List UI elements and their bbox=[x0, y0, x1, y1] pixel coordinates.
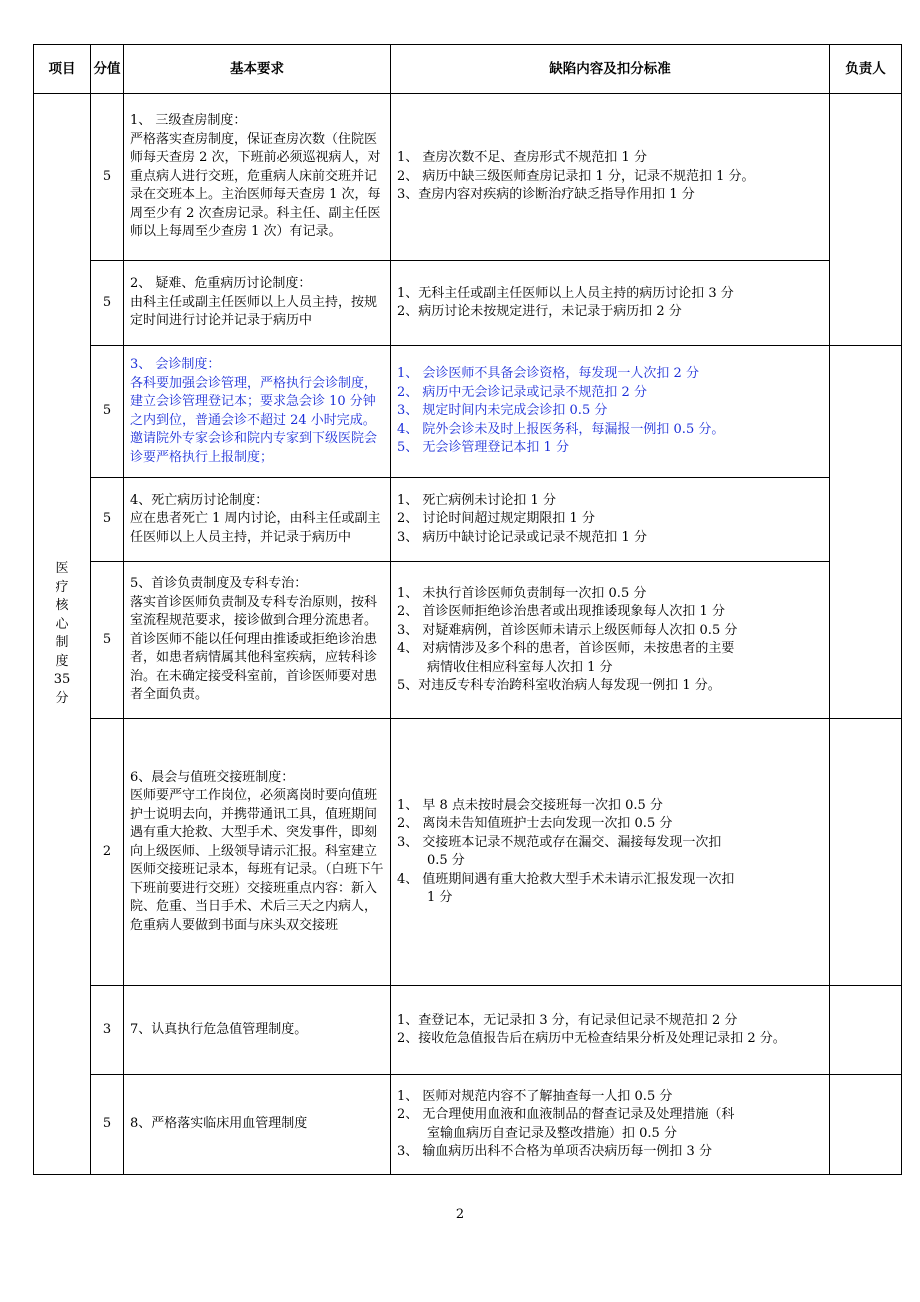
header-owner: 负责人 bbox=[830, 45, 902, 94]
deduction-cell bbox=[391, 986, 830, 1075]
deduction-item: 4、 院外会诊未及时上报医务科，每漏报一例扣 0.5 分。 bbox=[397, 421, 725, 437]
deduction-cell bbox=[391, 478, 830, 562]
category-char: 疗 bbox=[55, 579, 69, 595]
deduction-item: 1、 死亡病例未讨论扣 1 分 bbox=[397, 492, 556, 508]
deduction-item: 1、 查房次数不足、查房形式不规范扣 1 分 bbox=[397, 150, 647, 166]
deduction-item: 1、 早 8 点未按时晨会交接班每一次扣 0.5 分 bbox=[397, 797, 663, 813]
deduction-item: 3、 输血病历出科不合格为单项否决病历每一例扣 3 分 bbox=[397, 1144, 712, 1159]
requirement-title: 6、晨会与值班交接班制度： bbox=[130, 769, 295, 785]
table-row bbox=[34, 562, 902, 719]
owner-cell bbox=[830, 719, 902, 986]
table-row bbox=[34, 1075, 902, 1175]
requirement-title: 3、 会诊制度： bbox=[130, 357, 221, 372]
requirement-cell bbox=[124, 346, 391, 478]
owner-cell bbox=[830, 346, 902, 719]
table-row bbox=[34, 261, 902, 346]
requirement-text: 各科要加强会诊管理，严格执行会诊制度，建立会诊管理登记本；要求急会诊 10 分钟之内到位，普通会诊不超过 24 小时完成。邀请院外专家会诊和院内专家到下级医院会诊要严格执行上报制度； bbox=[130, 375, 378, 465]
category-char: 制 bbox=[55, 635, 69, 650]
score-cell: 5 bbox=[91, 562, 124, 719]
requirement-cell bbox=[124, 478, 391, 562]
score-cell: 5 bbox=[91, 1075, 124, 1175]
deduction-item: 2、 讨论时间超过规定期限扣 1 分 bbox=[397, 511, 595, 527]
deduction-item: 4、 值班期间遇有重大抢救大型手术未请示汇报发现一次扣 bbox=[397, 871, 735, 887]
category-char: 心 bbox=[55, 616, 69, 632]
deduction-item: 0.5 分 bbox=[427, 853, 465, 868]
requirement-cell bbox=[124, 562, 391, 719]
requirement-cell bbox=[124, 719, 391, 986]
deduction-cell bbox=[391, 346, 830, 478]
header-requirement: 基本要求 bbox=[124, 45, 391, 94]
requirement-text: 严格落实查房制度，保证查房次数（住院医师每天查房 2 次，下班前必须巡视病人，对重点病人进行交班，危重病人床前交班并记录在交班本上。主治医师每天查房 1 次，每周至少有 2 次查房记录。科主任、副主任医师以上每周至少查房 1 次）有记录。 bbox=[130, 131, 381, 240]
deduction-item: 3、 交接班本记录不规范或存在漏交、漏接每发现一次扣 bbox=[397, 834, 722, 850]
evaluation-table bbox=[33, 44, 902, 1175]
requirement-text: 8、严格落实临床用血管理制度 bbox=[130, 1116, 308, 1132]
deduction-item: 3、 规定时间内未完成会诊扣 0.5 分 bbox=[397, 403, 608, 419]
requirement-text: 由科主任或副主任医师以上人员主持，按规定时间进行讨论并记录于病历中 bbox=[130, 294, 378, 329]
header-score: 分值 bbox=[91, 45, 124, 94]
deduction-item: 3、 对疑难病例，首诊医师未请示上级医师每人次扣 0.5 分 bbox=[397, 622, 738, 638]
category-char: 医 bbox=[55, 561, 69, 576]
deduction-item: 2、 首诊医师拒绝诊治患者或出现推诿现象每人次扣 1 分 bbox=[397, 604, 725, 619]
score-cell: 5 bbox=[91, 261, 124, 346]
table-row bbox=[34, 478, 902, 562]
score-cell: 5 bbox=[91, 94, 124, 261]
deduction-item: 2、 离岗未告知值班护士去向发现一次扣 0.5 分 bbox=[397, 816, 673, 831]
owner-cell bbox=[830, 986, 902, 1075]
deduction-item: 1、无科主任或副主任医师以上人员主持的病历讨论扣 3 分 bbox=[397, 285, 734, 301]
deduction-cell bbox=[391, 1075, 830, 1175]
deduction-item: 1、 会诊医师不具备会诊资格，每发现一人次扣 2 分 bbox=[397, 366, 699, 382]
category-char: 35 bbox=[53, 672, 71, 687]
deduction-item: 2、 病历中缺三级医师查房记录扣 1 分，记录不规范扣 1 分。 bbox=[397, 168, 755, 184]
deduction-item: 病情收住相应科室每人次扣 1 分 bbox=[427, 659, 613, 675]
category-char: 度 bbox=[55, 653, 69, 669]
requirement-cell bbox=[124, 1075, 391, 1175]
requirement-title: 5、首诊负责制度及专科专治： bbox=[130, 576, 308, 592]
deduction-item: 2、 病历中无会诊记录或记录不规范扣 2 分 bbox=[397, 384, 647, 400]
header-item: 项目 bbox=[34, 45, 91, 94]
category-char: 分 bbox=[55, 690, 69, 706]
deduction-item: 3、 病历中缺讨论记录或记录不规范扣 1 分 bbox=[397, 529, 647, 545]
requirement-cell bbox=[124, 986, 391, 1075]
deduction-item: 1、 未执行首诊医师负责制每一次扣 0.5 分 bbox=[397, 585, 647, 601]
deduction-item: 4、 对病情涉及多个科的患者，首诊医师，未按患者的主要 bbox=[397, 641, 735, 656]
score-cell: 3 bbox=[91, 986, 124, 1075]
table-row bbox=[34, 94, 902, 261]
deduction-item: 2、 无合理使用血液和血液制品的督查记录及处理措施（科 bbox=[397, 1107, 735, 1122]
requirement-title: 1、 三级查房制度： bbox=[130, 113, 247, 129]
owner-cell bbox=[830, 1075, 902, 1175]
requirement-cell bbox=[124, 261, 391, 346]
category-char: 核 bbox=[55, 598, 69, 613]
deduction-item: 1 分 bbox=[427, 890, 453, 905]
deduction-item: 室输血病历自查记录及整改措施）扣 0.5 分 bbox=[427, 1125, 677, 1141]
deduction-cell bbox=[391, 261, 830, 346]
header-deduction: 缺陷内容及扣分标准 bbox=[391, 45, 830, 94]
score-cell: 5 bbox=[91, 478, 124, 562]
deduction-item: 1、查登记本，无记录扣 3 分，有记录但记录不规范扣 2 分 bbox=[397, 1012, 738, 1028]
table-row bbox=[34, 719, 902, 986]
category-cell bbox=[34, 94, 91, 1175]
requirement-text: 7、认真执行危急值管理制度。 bbox=[130, 1021, 308, 1037]
header-row bbox=[34, 45, 902, 94]
deduction-item: 2、病历讨论未按规定进行，未记录于病历扣 2 分 bbox=[397, 304, 682, 319]
page-number: 2 bbox=[455, 1207, 465, 1222]
requirement-text: 医师要严守工作岗位，必须离岗时要向值班护士说明去向，并携带通讯工具，值班期间遇有重大抢救、大型手术、突发事件，即刻向上级医师、上级领导请示汇报。科室建立医师交接班记录本，每班有记录。（白班下午下班前要进行交班）交接班重点内容：新入院、危重、当日手术、术后三天之内病人，危重病人要做到书面与床头双交接班 bbox=[130, 788, 384, 933]
owner-cell bbox=[830, 94, 902, 346]
requirement-text: 落实首诊医师负责制及专科专治原则，按科室流程规范要求，接诊做到合理分流患者。首诊医师不能以任何理由推诿或拒绝诊治患者，如患者病情属其他科室疾病，应转科诊治。在未确定接受科室前，首诊医师要对患者全面负责。 bbox=[130, 594, 378, 703]
deduction-cell bbox=[391, 562, 830, 719]
requirement-text: 应在患者死亡 1 周内讨论，由科主任或副主任医师以上人员主持，并记录于病历中 bbox=[130, 511, 381, 545]
score-cell: 2 bbox=[91, 719, 124, 986]
requirement-title: 2、 疑难、危重病历讨论制度： bbox=[130, 276, 312, 292]
score-cell: 5 bbox=[91, 346, 124, 478]
deduction-item: 5、 无会诊管理登记本扣 1 分 bbox=[397, 440, 569, 456]
requirement-title: 4、死亡病历讨论制度： bbox=[130, 492, 269, 508]
deduction-item: 1、 医师对规范内容不了解抽查每一人扣 0.5 分 bbox=[397, 1088, 673, 1104]
deduction-item: 5、对违反专科专治跨科室收治病人每发现一例扣 1 分。 bbox=[397, 678, 721, 693]
deduction-item: 2、接收危急值报告后在病历中无检查结果分析及处理记录扣 2 分。 bbox=[397, 1031, 786, 1046]
deduction-cell bbox=[391, 719, 830, 986]
deduction-cell bbox=[391, 94, 830, 261]
deduction-item: 3、查房内容对疾病的诊断治疗缺乏指导作用扣 1 分 bbox=[397, 187, 695, 203]
table-row bbox=[34, 986, 902, 1075]
table-row bbox=[34, 346, 902, 478]
requirement-cell bbox=[124, 94, 391, 261]
